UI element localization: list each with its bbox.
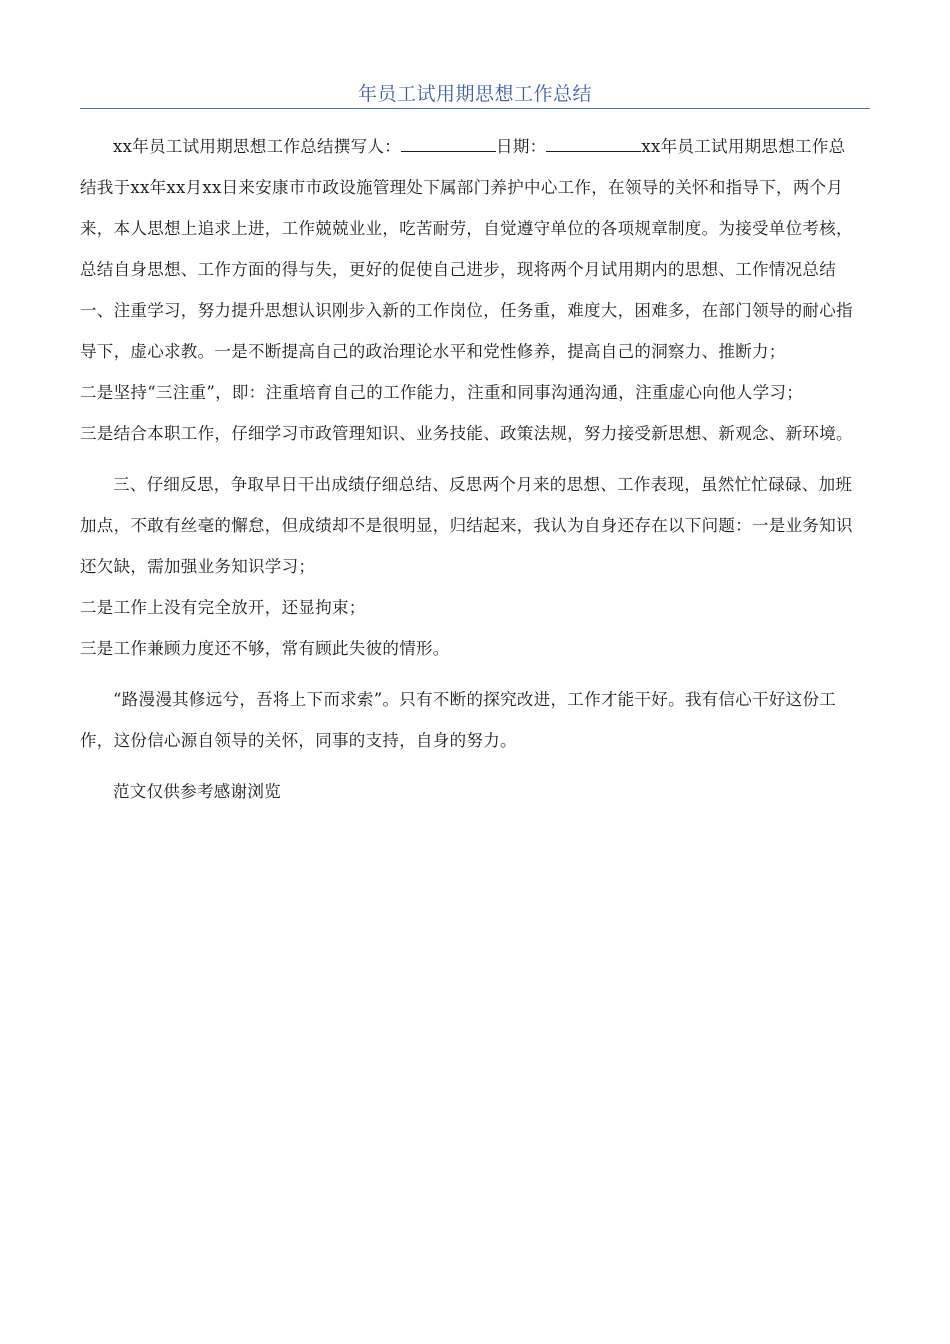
document-title: 年员工试用期思想工作总结 bbox=[357, 83, 592, 105]
intro-text: xx年员工试用期思想工作总结我于xx年xx月xx日来安康市市政设施管理处下属部门养护中心工作，在领导的关怀和指导下，两个月来，本人思想上追求上进，工作兢兢业业，吃苦耐劳，自觉遵守单位的各项规章制度。为接受单位考核，总结自身思想、工作方面的得与失，更好的促使自己进步，现将两个月试用期内的思想、工作情况总结一、注重学习，努力提升思想认识刚步入新的工作岗位，任务重，难度大，困难多，在部门领导的耐心指导下，虚心求教。一是不断提高自己的政治理论水平和党性修养，提高自己的洞察力、推断力； bbox=[80, 137, 853, 361]
paragraph-2: 二是坚持“三注重”，即：注重培育自己的工作能力，注重和同事沟通沟通，注重虚心向他人学习； bbox=[80, 383, 804, 402]
paragraph-6: 三是工作兼顾力度还不够，常有顾此失彼的情形。 bbox=[80, 639, 450, 658]
title-underline bbox=[80, 108, 870, 109]
paragraph-5: 二是工作上没有完全放开，还显拘束； bbox=[80, 598, 366, 617]
intro-author-label: xx年员工试用期思想工作总结撰写人： bbox=[113, 137, 402, 156]
paragraph-7: “路漫漫其修远兮，吾将上下而求索”。只有不断的探究改进，工作才能干好。我有信心干好这份工作，这份信心源自领导的关怀，同事的支持，自身的努力。 bbox=[80, 690, 837, 750]
author-blank bbox=[401, 137, 496, 152]
date-blank bbox=[546, 137, 641, 152]
footer-note: 范文仅供参考感谢浏览 bbox=[113, 782, 281, 801]
intro-paragraph bbox=[80, 126, 862, 372]
document-body bbox=[80, 126, 862, 812]
paragraph-4: 三、仔细反思，争取早日干出成绩仔细总结、反思两个月来的思想、工作表现，虽然忙忙碌碌、加班加点，不敢有丝毫的懈怠，但成绩却不是很明显，归结起来，我认为自身还存在以下问题：一是业务知识还欠缺，需加强业务知识学习； bbox=[80, 475, 853, 576]
intro-date-label: 日期： bbox=[496, 137, 547, 156]
paragraph-3: 三是结合本职工作，仔细学习市政管理知识、业务技能、政策法规，努力接受新思想、新观念、新环境。 bbox=[80, 424, 853, 443]
